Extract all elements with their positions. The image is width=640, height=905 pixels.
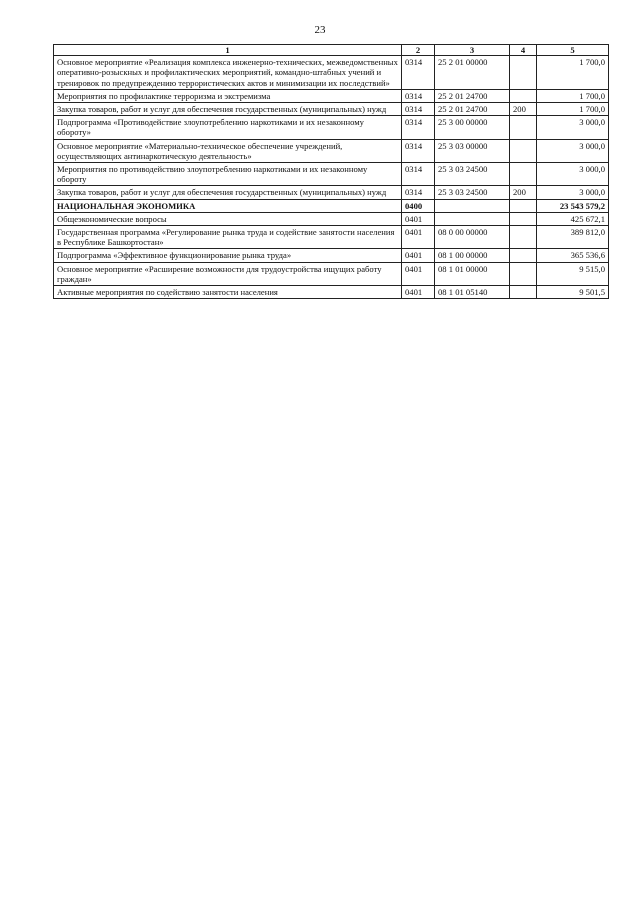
row-section-code: 0400 — [402, 199, 435, 212]
row-name: Подпрограмма «Эффективное функционирование рынка труда» — [54, 249, 402, 262]
row-section-code: 0314 — [402, 186, 435, 199]
row-expense-type — [510, 249, 537, 262]
row-amount: 9 515,0 — [537, 262, 609, 285]
row-amount: 1 700,0 — [537, 89, 609, 102]
row-amount: 3 000,0 — [537, 116, 609, 139]
row-amount: 3 000,0 — [537, 139, 609, 162]
table-body — [54, 56, 609, 299]
row-amount: 1 700,0 — [537, 56, 609, 90]
row-section-code: 0314 — [402, 116, 435, 139]
row-expense-type — [510, 56, 537, 90]
row-target-code: 25 2 01 24700 — [435, 103, 510, 116]
table-row — [54, 286, 609, 299]
row-target-code — [435, 212, 510, 225]
row-target-code: 25 3 03 00000 — [435, 139, 510, 162]
row-amount: 425 672,1 — [537, 212, 609, 225]
row-expense-type — [510, 163, 537, 186]
header-col-3: 3 — [435, 45, 510, 56]
row-section-code: 0314 — [402, 139, 435, 162]
row-section-code: 0401 — [402, 249, 435, 262]
row-amount: 365 536,6 — [537, 249, 609, 262]
row-expense-type: 200 — [510, 103, 537, 116]
row-name: Основное мероприятие «Расширение возможности для трудоустройства ищущих работу граждан» — [54, 262, 402, 285]
row-amount: 1 700,0 — [537, 103, 609, 116]
header-col-5: 5 — [537, 45, 609, 56]
row-expense-type — [510, 226, 537, 249]
row-expense-type — [510, 262, 537, 285]
row-target-code: 25 2 01 00000 — [435, 56, 510, 90]
row-expense-type — [510, 89, 537, 102]
row-target-code: 08 0 00 00000 — [435, 226, 510, 249]
row-target-code: 25 3 03 24500 — [435, 163, 510, 186]
row-name: Закупка товаров, работ и услуг для обеспечения государственных (муниципальных) нужд — [54, 186, 402, 199]
row-section-code: 0314 — [402, 56, 435, 90]
row-name: Основное мероприятие «Материально-техническое обеспечение учреждений, осуществляющих антинаркотическую деятельность» — [54, 139, 402, 162]
row-section-code: 0401 — [402, 226, 435, 249]
row-section-code: 0401 — [402, 262, 435, 285]
table-row — [54, 56, 609, 90]
row-name: НАЦИОНАЛЬНАЯ ЭКОНОМИКА — [54, 199, 402, 212]
row-name: Основное мероприятие «Реализация комплекса инженерно-технических, межведомственных оперативно-розыскных и профилактических мероприятий, командно-штабных учений и тренировок по предупреждению террористических актов и минимизации их последствий» — [54, 56, 402, 90]
row-name: Общеэкономические вопросы — [54, 212, 402, 225]
header-col-1: 1 — [54, 45, 402, 56]
table-row — [54, 116, 609, 139]
header-col-4: 4 — [510, 45, 537, 56]
row-name: Государственная программа «Регулирование рынка труда и содействие занятости населения в Республике Башкортостан» — [54, 226, 402, 249]
row-target-code: 08 1 01 00000 — [435, 262, 510, 285]
row-section-code: 0401 — [402, 286, 435, 299]
header-col-2: 2 — [402, 45, 435, 56]
row-name: Закупка товаров, работ и услуг для обеспечения государственных (муниципальных) нужд — [54, 103, 402, 116]
budget-table — [53, 44, 609, 299]
row-amount: 389 812,0 — [537, 226, 609, 249]
row-amount: 9 501,5 — [537, 286, 609, 299]
table-row — [54, 89, 609, 102]
page-number: 23 — [314, 24, 326, 36]
table-row — [54, 226, 609, 249]
row-expense-type: 200 — [510, 186, 537, 199]
row-target-code: 25 2 01 24700 — [435, 89, 510, 102]
table-row — [54, 249, 609, 262]
table-row — [54, 199, 609, 212]
table-row — [54, 212, 609, 225]
row-target-code: 25 3 03 24500 — [435, 186, 510, 199]
row-expense-type — [510, 286, 537, 299]
row-section-code: 0401 — [402, 212, 435, 225]
row-amount: 3 000,0 — [537, 163, 609, 186]
row-section-code: 0314 — [402, 89, 435, 102]
table-row — [54, 186, 609, 199]
row-name: Подпрограмма «Противодействие злоупотреблению наркотиками и их незаконному обороту» — [54, 116, 402, 139]
row-amount: 3 000,0 — [537, 186, 609, 199]
table-row — [54, 163, 609, 186]
table-header-row — [54, 45, 609, 56]
table-row — [54, 262, 609, 285]
row-expense-type — [510, 212, 537, 225]
row-target-code: 08 1 00 00000 — [435, 249, 510, 262]
row-amount: 23 543 579,2 — [537, 199, 609, 212]
table-row — [54, 139, 609, 162]
row-target-code: 25 3 00 00000 — [435, 116, 510, 139]
row-name: Мероприятия по противодействию злоупотреблению наркотиками и их незаконному обороту — [54, 163, 402, 186]
table-row — [54, 103, 609, 116]
row-section-code: 0314 — [402, 163, 435, 186]
row-name: Активные мероприятия по содействию занятости населения — [54, 286, 402, 299]
row-expense-type — [510, 116, 537, 139]
row-expense-type — [510, 139, 537, 162]
row-expense-type — [510, 199, 537, 212]
row-target-code — [435, 199, 510, 212]
row-name: Мероприятия по профилактике терроризма и экстремизма — [54, 89, 402, 102]
row-target-code: 08 1 01 05140 — [435, 286, 510, 299]
row-section-code: 0314 — [402, 103, 435, 116]
